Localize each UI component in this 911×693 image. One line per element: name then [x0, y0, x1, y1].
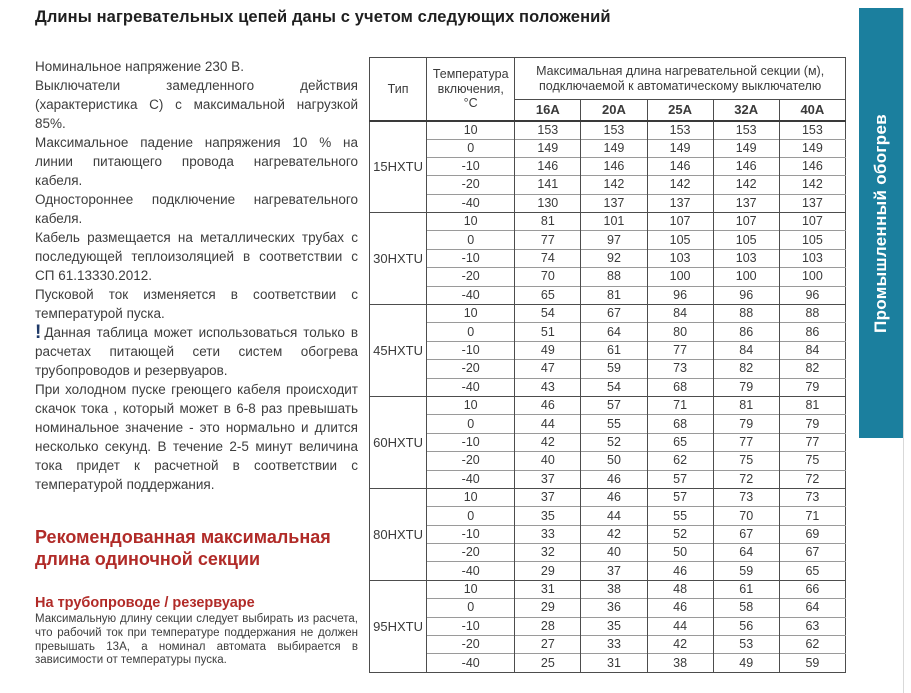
- length-value-cell: 50: [581, 452, 647, 470]
- paragraph: Пусковой ток изменяется в соответствии с температурой пуска.: [35, 287, 358, 321]
- length-value-cell: 52: [581, 433, 647, 451]
- length-value-cell: 38: [647, 654, 713, 672]
- temperature-cell: -40: [427, 654, 515, 672]
- length-value-cell: 58: [713, 599, 779, 617]
- table-row: [370, 176, 846, 194]
- length-value-cell: 59: [581, 360, 647, 378]
- table-row: [370, 305, 846, 323]
- paragraph: Номинальное напряжение 230 В.: [35, 59, 244, 74]
- length-value-cell: 101: [581, 213, 647, 231]
- column-header-type: Тип: [370, 58, 427, 121]
- temperature-cell: -10: [427, 617, 515, 635]
- length-value-cell: 100: [713, 268, 779, 286]
- length-value-cell: 44: [581, 507, 647, 525]
- table-row: [370, 231, 846, 249]
- length-value-cell: 149: [581, 139, 647, 157]
- temperature-cell: -20: [427, 452, 515, 470]
- length-value-cell: 25: [515, 654, 581, 672]
- length-value-cell: 153: [515, 121, 581, 140]
- temperature-cell: 0: [427, 507, 515, 525]
- table-row: [370, 488, 846, 506]
- length-value-cell: 73: [779, 488, 845, 506]
- length-value-cell: 149: [713, 139, 779, 157]
- table-row: [370, 139, 846, 157]
- industrial-heating-tab: [859, 8, 903, 438]
- important-note: [35, 323, 358, 380]
- length-value-cell: 59: [713, 562, 779, 580]
- table-row: [370, 415, 846, 433]
- length-value-cell: 96: [647, 286, 713, 304]
- length-value-cell: 40: [515, 452, 581, 470]
- length-value-cell: 96: [713, 286, 779, 304]
- left-text-column: [35, 57, 358, 668]
- length-value-cell: 149: [647, 139, 713, 157]
- table-row: [370, 323, 846, 341]
- table-row: [370, 507, 846, 525]
- length-value-cell: 88: [581, 268, 647, 286]
- length-value-cell: 73: [647, 360, 713, 378]
- length-value-cell: 28: [515, 617, 581, 635]
- column-header-20a: 20А: [581, 100, 647, 121]
- length-value-cell: 46: [515, 396, 581, 414]
- length-value-cell: 100: [647, 268, 713, 286]
- length-value-cell: 53: [713, 636, 779, 654]
- table-row: [370, 562, 846, 580]
- length-value-cell: 79: [779, 378, 845, 396]
- column-header-temperature: Температура включения, °С: [427, 58, 515, 121]
- length-value-cell: 146: [713, 157, 779, 175]
- length-value-cell: 37: [581, 562, 647, 580]
- length-value-cell: 103: [647, 249, 713, 267]
- temperature-cell: -40: [427, 562, 515, 580]
- length-value-cell: 137: [713, 194, 779, 212]
- table-row: [370, 525, 846, 543]
- length-value-cell: 77: [713, 433, 779, 451]
- length-value-cell: 38: [581, 580, 647, 598]
- length-value-cell: 130: [515, 194, 581, 212]
- length-value-cell: 50: [647, 544, 713, 562]
- length-value-cell: 32: [515, 544, 581, 562]
- temperature-cell: -20: [427, 176, 515, 194]
- length-value-cell: 107: [779, 213, 845, 231]
- length-value-cell: 29: [515, 599, 581, 617]
- temperature-cell: -40: [427, 286, 515, 304]
- length-value-cell: 57: [581, 396, 647, 414]
- length-value-cell: 27: [515, 636, 581, 654]
- length-value-cell: 64: [713, 544, 779, 562]
- temperature-cell: -20: [427, 360, 515, 378]
- length-value-cell: 48: [647, 580, 713, 598]
- length-value-cell: 35: [581, 617, 647, 635]
- temperature-cell: 0: [427, 231, 515, 249]
- temperature-cell: 0: [427, 139, 515, 157]
- column-header-32a: 32А: [713, 100, 779, 121]
- length-value-cell: 67: [713, 525, 779, 543]
- table-row: [370, 360, 846, 378]
- length-value-cell: 46: [647, 599, 713, 617]
- temperature-cell: -10: [427, 157, 515, 175]
- length-value-cell: 153: [581, 121, 647, 140]
- table-row: [370, 341, 846, 359]
- length-value-cell: 84: [713, 341, 779, 359]
- length-value-cell: 80: [647, 323, 713, 341]
- temperature-cell: 0: [427, 415, 515, 433]
- length-value-cell: 82: [779, 360, 845, 378]
- length-value-cell: 77: [779, 433, 845, 451]
- temperature-cell: 10: [427, 213, 515, 231]
- length-value-cell: 149: [779, 139, 845, 157]
- length-value-cell: 70: [515, 268, 581, 286]
- length-value-cell: 62: [779, 636, 845, 654]
- column-header-25a: 25А: [647, 100, 713, 121]
- length-value-cell: 63: [779, 617, 845, 635]
- length-value-cell: 46: [647, 562, 713, 580]
- length-value-cell: 142: [581, 176, 647, 194]
- length-value-cell: 86: [779, 323, 845, 341]
- table-row: [370, 433, 846, 451]
- length-value-cell: 44: [647, 617, 713, 635]
- table-row: [370, 396, 846, 414]
- length-value-cell: 84: [647, 305, 713, 323]
- length-value-cell: 137: [581, 194, 647, 212]
- paragraph: Максимальное падение напряжения 10 % на линии питающего провода нагревательного кабеля.: [35, 135, 358, 188]
- temperature-cell: 10: [427, 488, 515, 506]
- length-value-cell: 44: [515, 415, 581, 433]
- table-row: [370, 452, 846, 470]
- assumptions-paragraphs: [35, 57, 358, 323]
- table-row: [370, 121, 846, 140]
- length-value-cell: 68: [647, 415, 713, 433]
- length-value-cell: 86: [713, 323, 779, 341]
- length-value-cell: 33: [581, 636, 647, 654]
- temperature-cell: -10: [427, 433, 515, 451]
- length-value-cell: 54: [581, 378, 647, 396]
- length-value-cell: 72: [713, 470, 779, 488]
- length-value-cell: 92: [581, 249, 647, 267]
- length-value-cell: 57: [647, 470, 713, 488]
- type-cell: 30HXTU: [370, 213, 427, 305]
- exclamation-mark: !: [35, 322, 42, 343]
- table-row: [370, 157, 846, 175]
- table-row: [370, 636, 846, 654]
- length-value-cell: 33: [515, 525, 581, 543]
- length-value-cell: 43: [515, 378, 581, 396]
- length-value-cell: 67: [779, 544, 845, 562]
- temperature-cell: 10: [427, 396, 515, 414]
- column-header-40a: 40А: [779, 100, 845, 121]
- spec-table-container: [369, 57, 846, 673]
- length-value-cell: 67: [581, 305, 647, 323]
- paragraph: Одностороннее подключение нагревательного кабеля.: [35, 192, 358, 226]
- type-cell: 80HXTU: [370, 488, 427, 580]
- table-row: [370, 544, 846, 562]
- length-value-cell: 51: [515, 323, 581, 341]
- length-value-cell: 77: [647, 341, 713, 359]
- length-value-cell: 68: [647, 378, 713, 396]
- industrial-heating-tab-label: Промышленный обогрев: [871, 113, 890, 333]
- table-row: [370, 286, 846, 304]
- length-value-cell: 71: [779, 507, 845, 525]
- length-value-cell: 75: [779, 452, 845, 470]
- table-row: [370, 213, 846, 231]
- length-value-cell: 31: [581, 654, 647, 672]
- length-value-cell: 29: [515, 562, 581, 580]
- table-row: [370, 194, 846, 212]
- temperature-cell: -10: [427, 525, 515, 543]
- length-value-cell: 107: [647, 213, 713, 231]
- table-row: [370, 470, 846, 488]
- temperature-cell: -40: [427, 470, 515, 488]
- max-length-table: [369, 57, 846, 673]
- section-heading: Рекомендованная максимальная длина одиночной секции: [35, 527, 331, 569]
- temperature-cell: 10: [427, 121, 515, 140]
- length-value-cell: 107: [713, 213, 779, 231]
- table-row: [370, 599, 846, 617]
- table-body: [370, 121, 846, 673]
- length-value-cell: 36: [581, 599, 647, 617]
- length-value-cell: 71: [647, 396, 713, 414]
- length-value-cell: 64: [581, 323, 647, 341]
- page-title: Длины нагревательных цепей даны с учетом следующих положений: [35, 8, 611, 26]
- length-value-cell: 49: [713, 654, 779, 672]
- temperature-cell: 10: [427, 580, 515, 598]
- length-value-cell: 100: [779, 268, 845, 286]
- type-cell: 95HXTU: [370, 580, 427, 672]
- length-value-cell: 55: [647, 507, 713, 525]
- length-value-cell: 137: [647, 194, 713, 212]
- length-value-cell: 81: [581, 286, 647, 304]
- temperature-cell: 0: [427, 599, 515, 617]
- temperature-cell: 10: [427, 305, 515, 323]
- fine-print: Максимальную длину секции следует выбирать из расчета, что рабочий ток при температуре поддержания не должен превышать 13А, а номинал автомата выбирается в зависимости от температуры пуска.: [35, 613, 358, 667]
- type-cell: 45HXTU: [370, 305, 427, 397]
- length-value-cell: 103: [779, 249, 845, 267]
- table-row: [370, 654, 846, 672]
- length-value-cell: 153: [779, 121, 845, 140]
- length-value-cell: 62: [647, 452, 713, 470]
- type-cell: 15HXTU: [370, 121, 427, 213]
- length-value-cell: 40: [581, 544, 647, 562]
- length-value-cell: 70: [713, 507, 779, 525]
- length-value-cell: 37: [515, 488, 581, 506]
- temperature-cell: -20: [427, 636, 515, 654]
- length-value-cell: 79: [779, 415, 845, 433]
- column-header-max-length: Максимальная длина нагревательной секции (м), подключаемой к автоматическому выключателю: [515, 58, 846, 100]
- type-cell: 60HXTU: [370, 396, 427, 488]
- length-value-cell: 47: [515, 360, 581, 378]
- length-value-cell: 59: [779, 654, 845, 672]
- length-value-cell: 142: [647, 176, 713, 194]
- table-row: [370, 617, 846, 635]
- length-value-cell: 35: [515, 507, 581, 525]
- paragraph: Кабель размещается на металлических трубах с последующей теплоизоляцией в соответствии с СП 61.13330.2012.: [35, 230, 358, 283]
- length-value-cell: 55: [581, 415, 647, 433]
- length-value-cell: 146: [779, 157, 845, 175]
- length-value-cell: 79: [713, 378, 779, 396]
- paragraph: Выключатели замедленного действия (характеристика С) с максимальной нагрузкой 85%.: [35, 78, 358, 131]
- length-value-cell: 64: [779, 599, 845, 617]
- length-value-cell: 105: [647, 231, 713, 249]
- length-value-cell: 146: [515, 157, 581, 175]
- temperature-cell: -20: [427, 544, 515, 562]
- temperature-cell: -10: [427, 341, 515, 359]
- length-value-cell: 77: [515, 231, 581, 249]
- temperature-cell: -40: [427, 378, 515, 396]
- length-value-cell: 65: [779, 562, 845, 580]
- length-value-cell: 54: [515, 305, 581, 323]
- length-value-cell: 84: [779, 341, 845, 359]
- length-value-cell: 81: [515, 213, 581, 231]
- length-value-cell: 82: [713, 360, 779, 378]
- length-value-cell: 141: [515, 176, 581, 194]
- length-value-cell: 56: [713, 617, 779, 635]
- temperature-cell: -20: [427, 268, 515, 286]
- length-value-cell: 72: [779, 470, 845, 488]
- length-value-cell: 65: [515, 286, 581, 304]
- length-value-cell: 96: [779, 286, 845, 304]
- section-subheading: На трубопроводе / резервуаре: [35, 595, 255, 611]
- temperature-cell: 0: [427, 323, 515, 341]
- length-value-cell: 42: [647, 636, 713, 654]
- length-value-cell: 61: [581, 341, 647, 359]
- length-value-cell: 65: [647, 433, 713, 451]
- length-value-cell: 46: [581, 488, 647, 506]
- length-value-cell: 31: [515, 580, 581, 598]
- length-value-cell: 37: [515, 470, 581, 488]
- table-row: [370, 249, 846, 267]
- temperature-cell: -40: [427, 194, 515, 212]
- length-value-cell: 73: [713, 488, 779, 506]
- length-value-cell: 66: [779, 580, 845, 598]
- table-row: [370, 378, 846, 396]
- length-value-cell: 153: [713, 121, 779, 140]
- page-edge-line: [903, 8, 904, 693]
- cold-start-paragraph: При холодном пуске греющего кабеля происходит скачок тока , который может в 6-8 раз превышать номинальное значение - это нормально и длится несколько секунд. В течение 2-5 минут величина тока придет к расчетной в соответствии с температурой поддержания.: [35, 382, 358, 492]
- table-row: [370, 268, 846, 286]
- note-text: Данная таблица может использоваться только в расчетах питающей сети систем обогрева трубопроводов и резервуаров.: [35, 325, 358, 378]
- length-value-cell: 146: [581, 157, 647, 175]
- length-value-cell: 42: [581, 525, 647, 543]
- length-value-cell: 69: [779, 525, 845, 543]
- table-header: [370, 58, 846, 121]
- length-value-cell: 42: [515, 433, 581, 451]
- length-value-cell: 61: [713, 580, 779, 598]
- length-value-cell: 153: [647, 121, 713, 140]
- length-value-cell: 81: [713, 396, 779, 414]
- length-value-cell: 149: [515, 139, 581, 157]
- length-value-cell: 81: [779, 396, 845, 414]
- length-value-cell: 105: [779, 231, 845, 249]
- length-value-cell: 52: [647, 525, 713, 543]
- temperature-cell: -10: [427, 249, 515, 267]
- length-value-cell: 142: [779, 176, 845, 194]
- length-value-cell: 137: [779, 194, 845, 212]
- length-value-cell: 49: [515, 341, 581, 359]
- length-value-cell: 146: [647, 157, 713, 175]
- table-row: [370, 580, 846, 598]
- length-value-cell: 79: [713, 415, 779, 433]
- length-value-cell: 46: [581, 470, 647, 488]
- length-value-cell: 105: [713, 231, 779, 249]
- length-value-cell: 103: [713, 249, 779, 267]
- length-value-cell: 74: [515, 249, 581, 267]
- length-value-cell: 57: [647, 488, 713, 506]
- length-value-cell: 142: [713, 176, 779, 194]
- length-value-cell: 88: [713, 305, 779, 323]
- length-value-cell: 97: [581, 231, 647, 249]
- length-value-cell: 75: [713, 452, 779, 470]
- column-header-16a: 16А: [515, 100, 581, 121]
- length-value-cell: 88: [779, 305, 845, 323]
